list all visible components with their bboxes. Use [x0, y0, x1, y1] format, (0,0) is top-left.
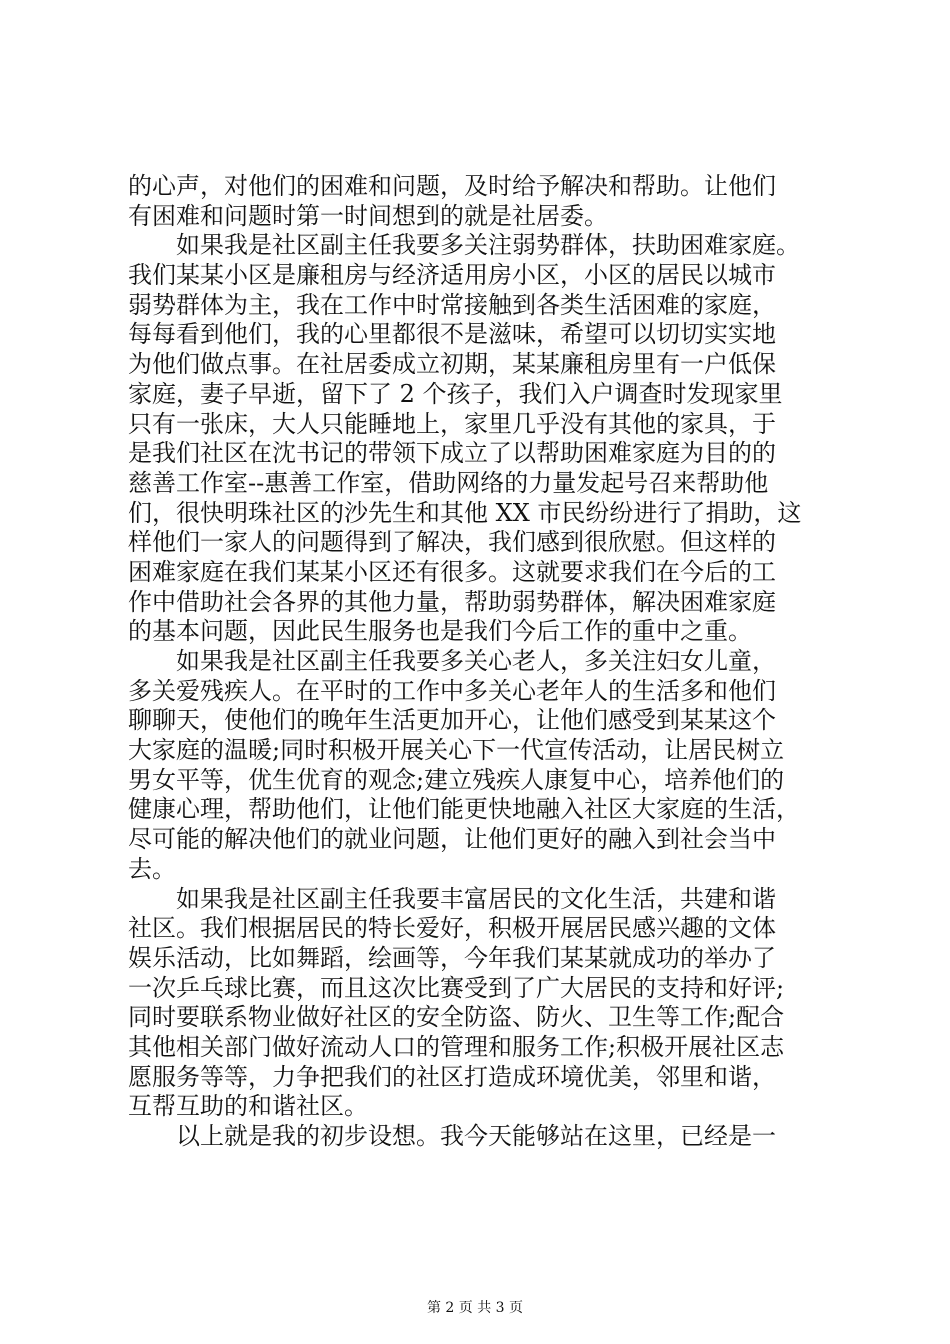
text-line: 互帮互助的和谐社区。 — [128, 1092, 368, 1121]
text-line: 同时要联系物业做好社区的安全防盗、防火、卫生等工作;配合 — [128, 1003, 785, 1032]
text-line: 有困难和问题时第一时间想到的就是社居委。 — [128, 201, 608, 230]
text-line: 如果我是社区副主任我要多关心老人，多关注妇女儿童， — [128, 647, 776, 675]
text-line: 一次乒乓球比赛，而且这次比赛受到了广大居民的支持和好评; — [128, 973, 785, 1002]
text-line: 慈善工作室--惠善工作室，借助网络的力量发起号召来帮助他 — [128, 468, 769, 497]
text-line: 是我们社区在沈书记的带领下成立了以帮助困难家庭为目的的 — [128, 439, 776, 468]
text-line: 家庭，妻子早逝，留下了 2 个孩子，我们入户调查时发现家里 — [128, 379, 783, 408]
text-line: 作中借助社会各界的其他力量，帮助弱势群体，解决困难家庭 — [128, 587, 776, 616]
text-line: 每每看到他们，我的心里都很不是滋味，希望可以切切实实地 — [128, 320, 776, 349]
text-line: 其他相关部门做好流动人口的管理和服务工作;积极开展社区志 — [128, 1032, 785, 1061]
text-line: 聊聊天，使他们的晚年生活更加开心，让他们感受到某某这个 — [128, 706, 776, 735]
page-footer: 第 2 页 共 3 页 — [426, 1300, 524, 1316]
text-line: 弱势群体为主，我在工作中时常接触到各类生活困难的家庭， — [128, 290, 776, 319]
text-line: 的基本问题，因此民生服务也是我们今后工作的重中之重。 — [128, 617, 752, 646]
text-line: 娱乐活动，比如舞蹈，绘画等，今年我们某某就成功的举办了 — [128, 943, 776, 972]
text-line: 大家庭的温暖;同时积极开展关心下一代宣传活动，让居民树立 — [128, 736, 785, 765]
text-line: 社区。我们根据居民的特长爱好，积极开展居民感兴趣的文体 — [128, 914, 776, 943]
text-line: 多关爱残疾人。在平时的工作中多关心老年人的生活多和他们 — [128, 676, 776, 705]
text-line: 困难家庭在我们某某小区还有很多。这就要求我们在今后的工 — [128, 557, 776, 586]
text-line: 愿服务等等，力争把我们的社区打造成环境优美，邻里和谐， — [128, 1062, 776, 1091]
document-body — [128, 172, 828, 1152]
text-line: 们，很快明珠社区的沙先生和其他 XX 市民纷纷进行了捐助，这 — [128, 498, 802, 527]
text-line: 的心声，对他们的困难和问题，及时给予解决和帮助。让他们 — [128, 172, 776, 200]
text-line: 如果我是社区副主任我要多关注弱势群体，扶助困难家庭。 — [128, 231, 800, 260]
text-line: 尽可能的解决他们的就业问题，让他们更好的融入到社会当中 — [128, 825, 776, 854]
text-line: 只有一张床，大人只能睡地上，家里几乎没有其他的家具，于 — [128, 409, 776, 438]
text-line: 我们某某小区是廉租房与经济适用房小区，小区的居民以城市 — [128, 261, 776, 290]
text-line: 如果我是社区副主任我要丰富居民的文化生活，共建和谐 — [128, 884, 776, 913]
text-line: 去。 — [128, 854, 176, 883]
text-line: 男女平等，优生优育的观念;建立残疾人康复中心，培养他们的 — [128, 765, 785, 794]
text-line: 样他们一家人的问题得到了解决，我们感到很欣慰。但这样的 — [128, 528, 776, 557]
text-line: 为他们做点事。在社居委成立初期，某某廉租房里有一户低保 — [128, 350, 776, 379]
text-line: 以上就是我的初步设想。我今天能够站在这里，已经是一 — [128, 1122, 776, 1150]
text-line: 健康心理，帮助他们，让他们能更快地融入社区大家庭的生活， — [128, 795, 800, 824]
